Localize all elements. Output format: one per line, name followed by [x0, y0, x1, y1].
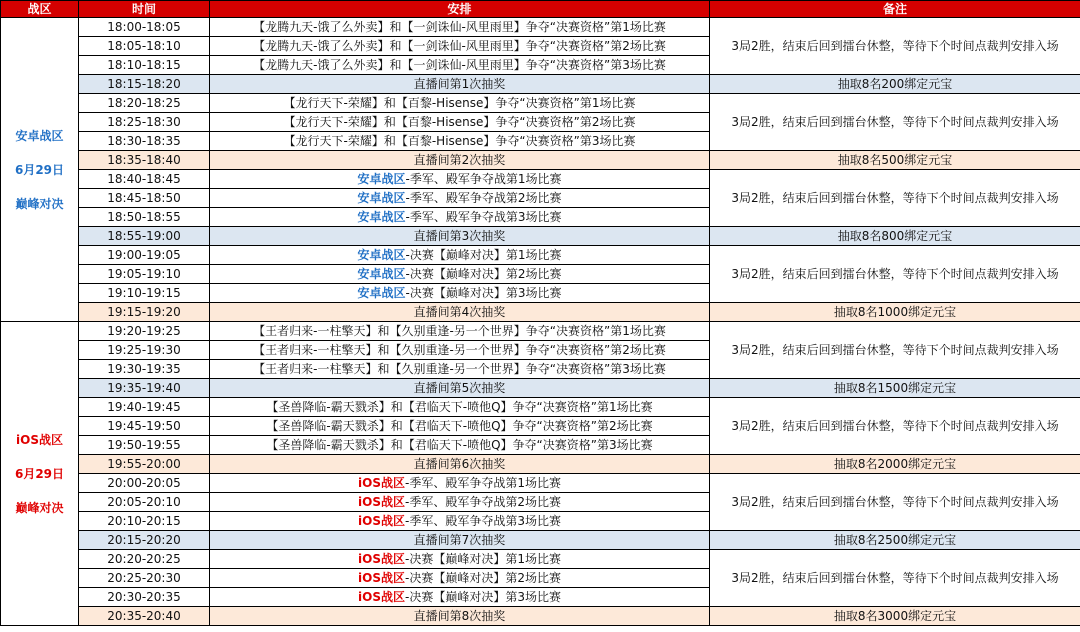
zone-word: iOS战区: [358, 475, 405, 490]
header-plan: 安排: [210, 1, 710, 18]
plan-text: -决赛【巅峰对决】第1场比赛: [405, 551, 561, 566]
plan-text: -季军、殿军争夺战第1场比赛: [405, 171, 562, 186]
zone-word: iOS战区: [358, 570, 405, 585]
lottery-row: [1, 75, 1080, 94]
time-cell: 18:25-18:30: [79, 113, 210, 132]
plan-cell: 【龙腾九天-饿了么外卖】和【一剑诛仙-风里雨里】争夺“决赛资格”第3场比赛: [210, 56, 710, 75]
plan-cell: 【王者归来-一柱擎天】和【久别重逢-另一个世界】争夺“决赛资格”第2场比赛: [210, 341, 710, 360]
lottery-note-cell: 抽取8名500绑定元宝: [710, 151, 1080, 170]
match-row: [1, 474, 1080, 493]
plan-cell: [210, 246, 710, 265]
time-cell: 19:50-19:55: [79, 436, 210, 455]
note-cell: 3局2胜，结束后回到擂台休整，等待下个时间点裁判安排入场: [710, 322, 1080, 379]
time-cell: 19:20-19:25: [79, 322, 210, 341]
plan-cell: 【龙腾九天-饿了么外卖】和【一剑诛仙-风里雨里】争夺“决赛资格”第2场比赛: [210, 37, 710, 56]
lottery-plan-cell: 直播间第2次抽奖: [210, 151, 710, 170]
plan-cell: [210, 569, 710, 588]
time-cell: 18:50-18:55: [79, 208, 210, 227]
plan-cell: [210, 550, 710, 569]
lottery-row: [1, 379, 1080, 398]
zone-label-line: 巅峰对决: [15, 196, 64, 211]
time-cell: 18:45-18:50: [79, 189, 210, 208]
plan-cell: 【圣兽降临-霸天戮杀】和【君临天下-喷他Q】争夺“决赛资格”第3场比赛: [210, 436, 710, 455]
plan-cell: 【龙行天下-荣耀】和【百黎-Hisense】争夺“决赛资格”第3场比赛: [210, 132, 710, 151]
time-cell: 19:05-19:10: [79, 265, 210, 284]
note-cell: 3局2胜，结束后回到擂台休整，等待下个时间点裁判安排入场: [710, 94, 1080, 151]
lottery-note-cell: 抽取8名2500绑定元宝: [710, 531, 1080, 550]
note-cell: 3局2胜，结束后回到擂台休整，等待下个时间点裁判安排入场: [710, 398, 1080, 455]
match-row: [1, 322, 1080, 341]
lottery-row: [1, 151, 1080, 170]
time-cell: 18:00-18:05: [79, 18, 210, 37]
zone-word: 安卓战区: [357, 171, 406, 186]
lottery-plan-cell: 直播间第7次抽奖: [210, 531, 710, 550]
plan-cell: [210, 265, 710, 284]
time-cell: 18:40-18:45: [79, 170, 210, 189]
match-row: [1, 18, 1080, 37]
plan-cell: [210, 170, 710, 189]
plan-text: -季军、殿军争夺战第1场比赛: [405, 475, 561, 490]
header-zone: 战区: [1, 1, 79, 18]
lottery-time-cell: 18:15-18:20: [79, 75, 210, 94]
zone-cell: [1, 18, 79, 322]
time-cell: 20:10-20:15: [79, 512, 210, 531]
lottery-plan-cell: 直播间第6次抽奖: [210, 455, 710, 474]
lottery-note-cell: 抽取8名200绑定元宝: [710, 75, 1080, 94]
lottery-time-cell: 19:35-19:40: [79, 379, 210, 398]
plan-cell: 【龙行天下-荣耀】和【百黎-Hisense】争夺“决赛资格”第1场比赛: [210, 94, 710, 113]
zone-word: iOS战区: [358, 513, 405, 528]
lottery-time-cell: 18:55-19:00: [79, 227, 210, 246]
note-cell: 3局2胜，结束后回到擂台休整，等待下个时间点裁判安排入场: [710, 246, 1080, 303]
lottery-row: [1, 607, 1080, 626]
plan-text: -季军、殿军争夺战第2场比赛: [405, 190, 562, 205]
match-row: [1, 550, 1080, 569]
time-cell: 19:10-19:15: [79, 284, 210, 303]
plan-text: -决赛【巅峰对决】第2场比赛: [405, 266, 562, 281]
lottery-row: [1, 227, 1080, 246]
zone-word: 安卓战区: [357, 266, 406, 281]
zone-label-line: iOS战区: [16, 432, 63, 447]
plan-cell: [210, 208, 710, 227]
lottery-time-cell: 18:35-18:40: [79, 151, 210, 170]
zone-label-line: 6月29日: [14, 466, 65, 481]
plan-text: -决赛【巅峰对决】第3场比赛: [405, 285, 562, 300]
zone-label-line: 巅峰对决: [15, 500, 64, 515]
zone-word: 安卓战区: [357, 209, 406, 224]
lottery-note-cell: 抽取8名2000绑定元宝: [710, 455, 1080, 474]
zone-word: 安卓战区: [357, 285, 406, 300]
plan-cell: [210, 189, 710, 208]
note-cell: 3局2胜，结束后回到擂台休整，等待下个时间点裁判安排入场: [710, 474, 1080, 531]
plan-text: -决赛【巅峰对决】第2场比赛: [405, 570, 561, 585]
plan-text: -季军、殿军争夺战第3场比赛: [405, 209, 562, 224]
match-row: [1, 246, 1080, 265]
time-cell: 18:20-18:25: [79, 94, 210, 113]
zone-word: iOS战区: [358, 589, 405, 604]
time-cell: 18:30-18:35: [79, 132, 210, 151]
schedule-body: [1, 18, 1080, 626]
time-cell: 20:20-20:25: [79, 550, 210, 569]
time-cell: 20:25-20:30: [79, 569, 210, 588]
plan-cell: [210, 474, 710, 493]
lottery-plan-cell: 直播间第3次抽奖: [210, 227, 710, 246]
plan-cell: 【王者归来-一柱擎天】和【久别重逢-另一个世界】争夺“决赛资格”第3场比赛: [210, 360, 710, 379]
header-time: 时间: [79, 1, 210, 18]
lottery-plan-cell: 直播间第1次抽奖: [210, 75, 710, 94]
zone-label-line: 6月29日: [14, 162, 65, 177]
lottery-note-cell: 抽取8名800绑定元宝: [710, 227, 1080, 246]
time-cell: 19:25-19:30: [79, 341, 210, 360]
match-row: [1, 94, 1080, 113]
lottery-note-cell: 抽取8名3000绑定元宝: [710, 607, 1080, 626]
plan-cell: 【王者归来-一柱擎天】和【久别重逢-另一个世界】争夺“决赛资格”第1场比赛: [210, 322, 710, 341]
zone-label-line: 安卓战区: [15, 128, 64, 143]
time-cell: 18:05-18:10: [79, 37, 210, 56]
plan-text: -季军、殿军争夺战第3场比赛: [405, 513, 561, 528]
plan-cell: [210, 588, 710, 607]
header-note: 备注: [710, 1, 1080, 18]
match-row: [1, 398, 1080, 417]
zone-word: 安卓战区: [357, 247, 406, 262]
zone-word: iOS战区: [358, 494, 405, 509]
plan-cell: [210, 493, 710, 512]
plan-cell: 【圣兽降临-霸天戮杀】和【君临天下-喷他Q】争夺“决赛资格”第1场比赛: [210, 398, 710, 417]
zone-word: iOS战区: [358, 551, 405, 566]
lottery-time-cell: 20:35-20:40: [79, 607, 210, 626]
time-cell: 18:10-18:15: [79, 56, 210, 75]
time-cell: 19:40-19:45: [79, 398, 210, 417]
plan-cell: 【圣兽降临-霸天戮杀】和【君临天下-喷他Q】争夺“决赛资格”第2场比赛: [210, 417, 710, 436]
time-cell: 19:00-19:05: [79, 246, 210, 265]
lottery-plan-cell: 直播间第5次抽奖: [210, 379, 710, 398]
lottery-plan-cell: 直播间第4次抽奖: [210, 303, 710, 322]
zone-cell: [1, 322, 79, 626]
zone-word: 安卓战区: [357, 190, 406, 205]
time-cell: 20:00-20:05: [79, 474, 210, 493]
plan-cell: 【龙行天下-荣耀】和【百黎-Hisense】争夺“决赛资格”第2场比赛: [210, 113, 710, 132]
lottery-time-cell: 19:15-19:20: [79, 303, 210, 322]
plan-text: -决赛【巅峰对决】第1场比赛: [405, 247, 562, 262]
lottery-row: [1, 303, 1080, 322]
plan-text: -季军、殿军争夺战第2场比赛: [405, 494, 561, 509]
lottery-plan-cell: 直播间第8次抽奖: [210, 607, 710, 626]
time-cell: 20:05-20:10: [79, 493, 210, 512]
note-cell: 3局2胜，结束后回到擂台休整，等待下个时间点裁判安排入场: [710, 550, 1080, 607]
match-row: [1, 170, 1080, 189]
plan-cell: [210, 284, 710, 303]
lottery-row: [1, 455, 1080, 474]
time-cell: 19:45-19:50: [79, 417, 210, 436]
lottery-time-cell: 19:55-20:00: [79, 455, 210, 474]
plan-text: -决赛【巅峰对决】第3场比赛: [405, 589, 561, 604]
lottery-time-cell: 20:15-20:20: [79, 531, 210, 550]
time-cell: 20:30-20:35: [79, 588, 210, 607]
lottery-note-cell: 抽取8名1500绑定元宝: [710, 379, 1080, 398]
lottery-row: [1, 531, 1080, 550]
header-row: [1, 1, 1080, 18]
plan-cell: [210, 512, 710, 531]
time-cell: 19:30-19:35: [79, 360, 210, 379]
note-cell: 3局2胜，结束后回到擂台休整，等待下个时间点裁判安排入场: [710, 18, 1080, 75]
note-cell: 3局2胜，结束后回到擂台休整，等待下个时间点裁判安排入场: [710, 170, 1080, 227]
plan-cell: 【龙腾九天-饿了么外卖】和【一剑诛仙-风里雨里】争夺“决赛资格”第1场比赛: [210, 18, 710, 37]
lottery-note-cell: 抽取8名1000绑定元宝: [710, 303, 1080, 322]
